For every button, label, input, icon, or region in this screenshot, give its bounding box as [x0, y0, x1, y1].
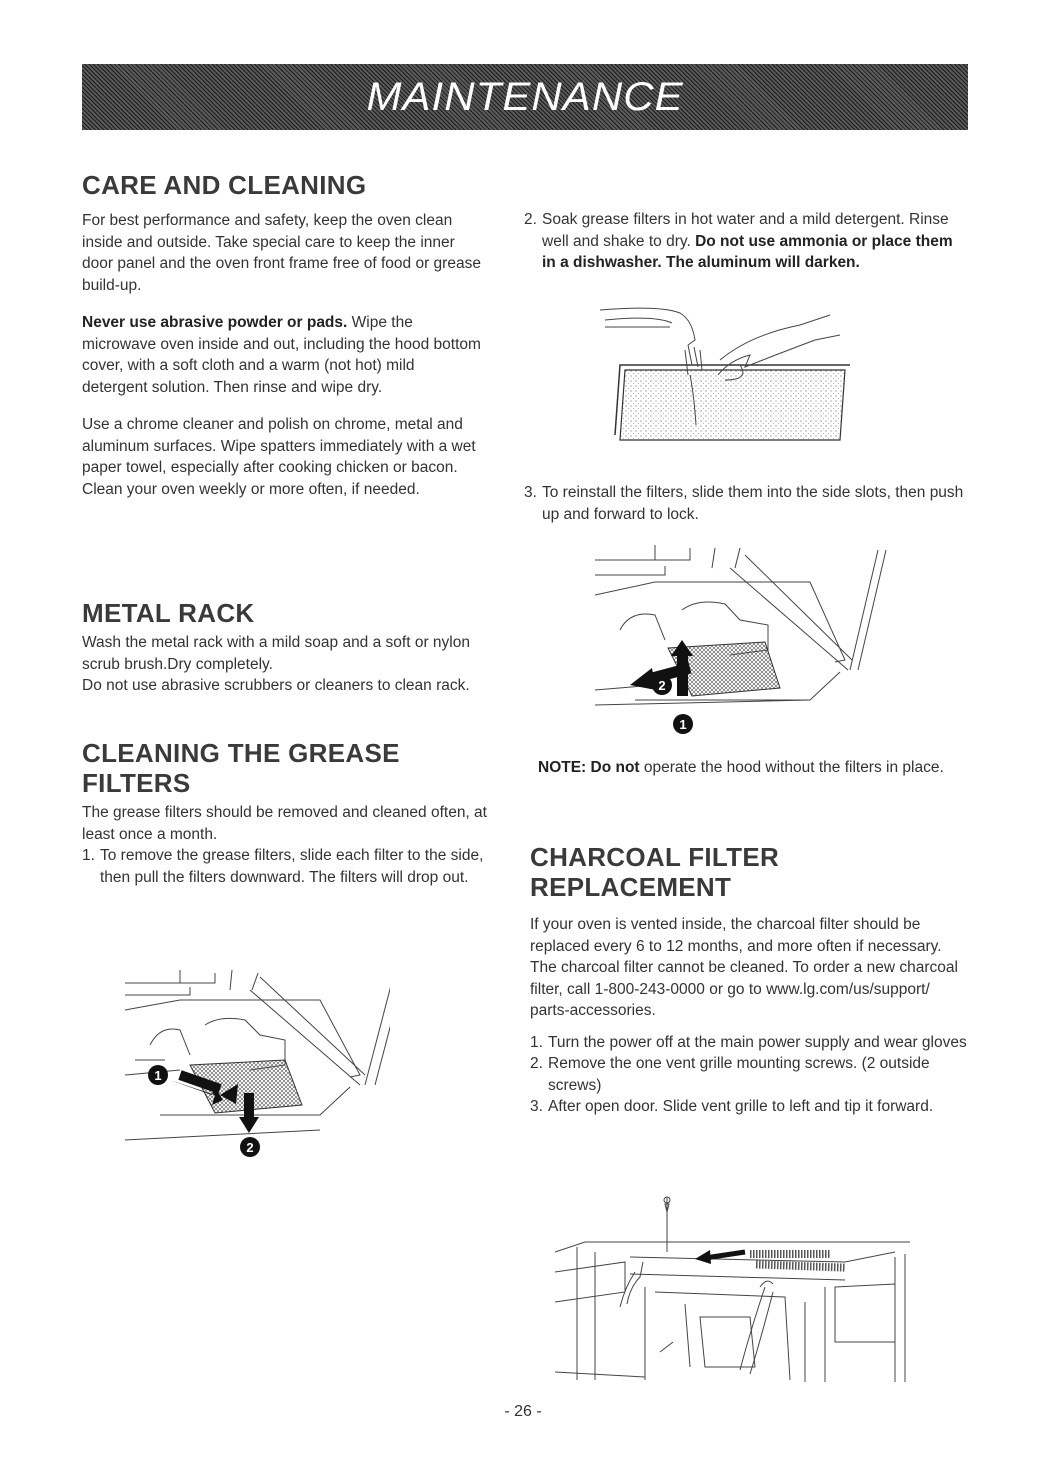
care-paragraph-2 [82, 312, 482, 398]
grease-paragraph-1: The grease filters should be removed and cleaned often, at least once a month. [82, 804, 487, 843]
grease-step-1 [82, 845, 492, 888]
filter-note [538, 757, 968, 779]
grease-step-2-warning: Do not use ammonia or place them in a dishwasher. The aluminum will darken. [542, 232, 953, 271]
grease-step-1-number: 1. [82, 847, 95, 864]
grease-step-2-block [524, 209, 964, 274]
charcoal-step-2-text: Remove the one vent grille mounting screws. (2 outside screws) [548, 1055, 930, 1094]
grease-step-2-number: 2. [524, 211, 537, 228]
charcoal-heading-line-2: REPLACEMENT [530, 872, 732, 902]
note-label: NOTE: Do not [538, 759, 640, 776]
grease-step-2-text: Soak grease filters in hot water and a mild detergent. Rinse well and shake to dry. [542, 211, 949, 250]
remove-filter-illustration [120, 965, 390, 1170]
charcoal-step-2 [530, 1053, 970, 1096]
reinstall-filter-illustration [590, 540, 890, 735]
section-banner [82, 64, 968, 130]
callout-1-label: 1 [154, 1068, 162, 1083]
callout-2-label: 2 [246, 1140, 254, 1155]
charcoal-paragraph-1: If your oven is vented inside, the charcoal filter should be replaced every 6 to 12 months, and more often if necessary. The charcoal filter cannot be cleaned. To order a new charcoal filter, call 1-800-243-0000 or go to www.lg.com/us/support/ parts-accessories. [530, 916, 958, 1019]
grease-step-1-text: To remove the grease filters, slide each filter to the side, then pull the filters downward. The filters will drop out. [100, 847, 484, 886]
charcoal-step-3-text: After open door. Slide vent grille to left and tip it forward. [548, 1098, 934, 1115]
care-paragraph-2-bold: Never use abrasive powder or pads. [82, 314, 348, 331]
grease-step-3-block [524, 482, 964, 525]
banner-title: MAINTENANCE [366, 74, 684, 119]
callout-1-reinstall-label: 1 [679, 717, 687, 732]
grease-step-3-text: To reinstall the filters, slide them into the side slots, then push up and forward to lock. [542, 484, 964, 523]
charcoal-step-3-number: 3. [530, 1098, 543, 1115]
charcoal-step-1-text: Turn the power off at the main power supply and wear gloves [548, 1033, 967, 1051]
grease-step-2 [524, 209, 964, 274]
rinse-filter-illustration [600, 305, 860, 445]
grease-section [82, 738, 492, 888]
care-heading: CARE AND CLEANING [82, 170, 367, 200]
grease-step-3-number: 3. [524, 484, 537, 501]
note-text [538, 757, 968, 779]
metal-rack-paragraph-1: Wash the metal rack with a mild soap and a soft or nylon scrub brush.Dry completely. [82, 634, 470, 673]
metal-rack-section [82, 598, 482, 697]
grease-heading-line-1: CLEANING THE GREASE [82, 738, 400, 768]
charcoal-step-3 [530, 1096, 970, 1118]
charcoal-step-2-number: 2. [530, 1055, 543, 1072]
care-paragraph-3: Use a chrome cleaner and polish on chrome, metal and aluminum surfaces. Wipe spatters immediately with a wet paper towel, especially after cooking chicken or bacon. Clean your oven weekly or more often, if needed. [82, 416, 476, 498]
charcoal-step-1-number: 1. [530, 1033, 543, 1051]
callout-2-reinstall-label: 2 [658, 678, 666, 693]
care-section [82, 170, 482, 500]
note-body: operate the hood without the filters in place. [639, 759, 944, 776]
grease-heading-line-2: FILTERS [82, 768, 191, 798]
metal-rack-heading: METAL RACK [82, 598, 255, 628]
grease-step-3 [524, 482, 964, 525]
charcoal-section [530, 842, 970, 1118]
metal-rack-paragraph-2: Do not use abrasive scrubbers or cleaners to clean rack. [82, 677, 470, 694]
page-number: - 26 - [504, 1403, 542, 1420]
vent-grille-illustration [555, 1192, 915, 1387]
care-paragraph-2-rest: Wipe the microwave oven inside and out, including the hood bottom cover, with a soft cloth and a warm (not hot) mild detergent solution. Then rinse and wipe dry. [82, 314, 481, 396]
charcoal-heading-line-1: CHARCOAL FILTER [530, 842, 780, 872]
charcoal-step-1 [530, 1032, 970, 1054]
care-paragraph-1: For best performance and safety, keep the oven clean inside and outside. Take special care to keep the inner door panel and the oven front frame free of food or grease build-up. [82, 212, 481, 294]
